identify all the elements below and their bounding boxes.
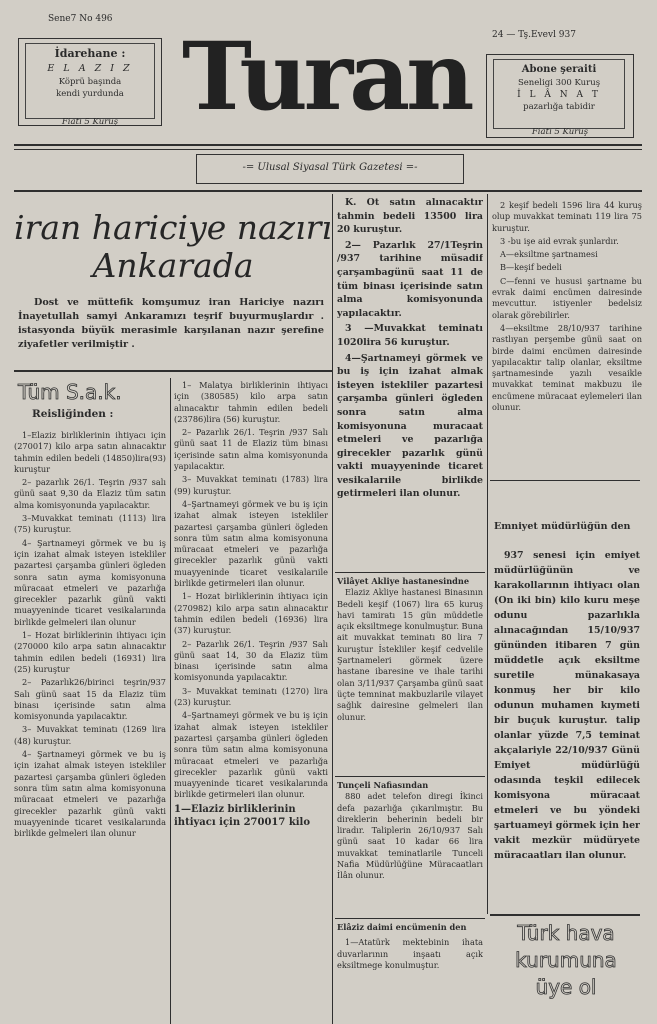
subscription-price: Seneligi 300 Kuruş (517, 78, 601, 88)
tunceli-body: 880 adet telefon diregi İkinci defa pazarlığa çıkarılmıştır. Bu direklerin beherinin bedeli bir liradır. Taliplerin 26/10/937 Salı günü saat 10 kadar 66 lira muvakkat teminatlarile Tunceli Nafia Müdürlüğüne Müracaatları İlân olunur. (337, 791, 483, 881)
column-4-top (492, 200, 642, 476)
col2-tail: 1—Elaziz birliklerinin ihtiyacı için 270017 kilo (174, 803, 311, 828)
subscription-label: Abone şeraiti (521, 64, 597, 75)
col2-paragraphs (174, 380, 328, 801)
issue-date: 24 — Tş.Evevl 937 (492, 30, 576, 40)
col2-paragraph: 2– Pazarlık 26/1. Teşrin /937 Salı günü saat 14, 30 da Elaziz tüm binası içerisinde satın alma komisyonunda yapılacaktır. (174, 638, 328, 683)
divider-col2 (170, 378, 171, 1024)
lead-headline-1: iran hariciye nazırı (14, 208, 332, 247)
issue-number: Sene7 No 496 (48, 14, 113, 24)
col4-rule-1 (490, 480, 640, 481)
tunceli-notice (337, 780, 483, 918)
encumen-title: Elâziz daimi encümenin den (337, 922, 467, 932)
administration-city: E L A Z I Z (47, 63, 133, 74)
col4-paragraph: 4—eksiltme 28/10/937 tarihine rastlıyan perşembe günü saat on birde daimi encümen dairesinde yapılacaktır talip olanlar, eksiltme şartnamesinde yazılı vesaikle muvakkat teminat makbuzu ile encümene müracaat eylemeleri ilan olunur. (492, 322, 642, 413)
header-rule-bottom (14, 149, 642, 150)
sak-paragraph: 1– Hozat birliklerinin ihtiyacı için (270000 kilo arpa satın alınacaktır tahmin edilen bedeli (16931) lira (25) kuruştur (14, 630, 166, 674)
sak-paragraph: 3– Muvakkat teminatı (1269 lira (48) kuruştur. (14, 724, 166, 746)
administration-box (18, 38, 162, 126)
police-notice (494, 520, 640, 912)
administration-label: İdarehane : (54, 47, 126, 60)
col4-rule-2 (490, 914, 640, 916)
col3-paragraph: 3 —Muvakkat teminatı 1020lira 56 kuruştur. (337, 323, 483, 348)
col2-paragraph: 1– Hozat birliklerinin ihtiyacı için (270982) kilo arpa satın alınacaktır tahmin edilen bedeli (16936) lira (37) kuruştur. (174, 591, 328, 636)
thk-line-3: üye ol (535, 975, 597, 999)
col3-paragraph: K. Ot satın alınacaktır tahmin bedeli 13500 lira 20 kuruştur. (337, 197, 483, 236)
police-title: Emniyet müdürlüğün den (494, 521, 631, 532)
sak-paragraph: 4– Şartnameyi görmek ve bu iş için izahat almak isteyen istekliler pazartesi çarşamba günleri ögleden sonra tüm satın alma komisyonuna müracaat etmeleri ve pazarlığa girecekler pazarlık günü vakti muayyeninde ticaret vesikalarıında birlikde gelmeleri ilan olunur (14, 749, 166, 839)
lead-headline-2: Ankarada (92, 246, 254, 285)
sak-paragraph: 1–Elaziz birliklerinin ihtiyacı için (270017) kilo arpa satın alınacaktır tahmin edilen bedeli (14850)lira(93) kuruştur (14, 430, 166, 474)
tunceli-title: Tunçeli Nafiasından (337, 780, 429, 790)
col4-paragraph: A—eksiltme şartnamesi (500, 249, 598, 260)
col2-paragraph: 1– Malatya birliklerinin ihtiyacı için (380585) kilo arpa satın alınacaktır tahmin edilen bedeli (23786)lira (56) kuruştur. (174, 380, 328, 424)
sak-paragraphs (14, 430, 166, 839)
thk-line-1: Türk hava (517, 921, 615, 945)
police-body: 937 senesi için emiyet müdürlüğünün ve karakollarının ihtiyacı olan (On iki bin) kilo kuru meşe odunu pazarlıkla alınacağından 15/10/937 gününden itibaren 7 gün müddetle açık eksiltme suretile münakasaya konmuş her bir kilo odunun muhamen kıymeti bir buçuk kuruştur. talip olanlar yüzde 7,5 teminat akçalariyle 22/10/937 Günü Emiyet müdürlüğü odasında teşkil edilecek komisyona müracaat etmeleri ve bu yöndeki şartuameyi görmek için her vakit mezkür müdüryete müracaatları ilan olunur. (494, 550, 640, 861)
header-rule-top (14, 144, 642, 146)
lead-article-body: Dost ve müttefik komşumuz iran Hariciye nazırı İnayetullah samyi Ankaramızı teşrif buyurmuşlardır . istasyonda büyük merasimle karşılanan nazır şerefine ziyafetler verilmiştir . (18, 297, 324, 350)
col3-rule-1 (335, 572, 485, 573)
lead-bottom-rule (14, 370, 332, 372)
administration-address-1: Köprü başında (58, 77, 122, 87)
encumen-notice (337, 922, 483, 1022)
hospital-body: Elaziz Akliye hastanesi Binasının Bedeli keşif (1067) lira 65 kuruş havi tamiratı 15 gün müddetle açık eksiltmege konulmuştur. Buna ait muvakkat teminatı 80 lira 7 kuruştur İstekliler keşif cedvelile Şartnameleri görmek üzere hastane ibaresine ve ihale tarihi olan 3/11/937 Çarşamba günü saat üçte temninat makbuzlarile vilayet sağlık dairesine gelmeleri ilan olunur. (337, 587, 483, 722)
hospital-title: Vilâyet Akliye hastanesindne (337, 576, 470, 586)
encumen-body: 1—Atatürk mektebinin ihata duvarlarının inşaatı açık eksiltmege konulmuştur. (337, 937, 483, 970)
col4-paragraphs (492, 200, 642, 413)
col3-paragraph: 4—Şartnameyi görmek ve bu iş için izahat almak isteyen istekliler pazartesi çarşamba günleri ögleden sonra satın alma komisyonuna muracaat etmeleri ve pazarlığa girecekler pazarlık günü vakti muayyeninde ticaret vesikalarıile birlikde getirmeleri ilan olunur. (337, 352, 483, 500)
price-right: Fiatı 5 Kuruş (531, 127, 589, 137)
sak-column (14, 380, 166, 1024)
col3-rule-2 (335, 776, 485, 777)
hospital-notice (337, 576, 483, 774)
col2-paragraph: 4–Şartnameyi görmek ve bu iş için izahat almak isteyen istekliler pazartesi çarşamba günleri ögleden sonra tüm satın alma komisyonuna müracaat etmeleri ve pazarlığa girecekler pazarlık günü vakti muayyeninde ticaret vesikalarıında birlikde getirmeleri ilan olunur. (174, 710, 328, 800)
col2-paragraph: 4–Şartnameyi görmek ve bu iş için izahat almak isteyen istekliler pazartesi çarşamba günleri ögleden sonra tüm satın alma komisyonuna müracaat etmeleri ve pazarlığa girecekler pazarlık günü vakti muayyeninde ticaret vesikalarıile birlikde getirmeleri ilan olunur. (174, 498, 328, 589)
administration-inner (25, 43, 155, 119)
col3-paragraphs (337, 196, 483, 501)
subscription-inner (493, 59, 625, 129)
col3-paragraph: 2— Pazarlık 27/1Teşrin /937 tarihine müsadif çarşambagünü saat 11 de tüm binası içerisinde satın alma komisyonunda yapılacaktır. (337, 239, 483, 319)
sak-paragraph: 2– Pazarlık26/birinci teşrin/937 Salı günü saat 15 da Elaziz tüm binası içerisinde satın alma komisyonunda yapılacaktır. (14, 677, 166, 722)
column-2 (174, 380, 328, 1024)
administration-address-2: kendi yurdunda (56, 89, 124, 99)
subscription-box (486, 54, 634, 138)
thk-line-2: kurumuna (515, 948, 617, 972)
col3-rule-3 (335, 918, 485, 919)
sak-paragraph: 3–Muvakkat teminatı (1113) lira (75) kuruştur. (14, 513, 166, 535)
sak-paragraph: 4– Şartnameyi görmek ve bu iş için izahat almak isteyen istekliler pazartesi çarşamba günleri ögleden sonra satın ayma komisyonuna müracaat etmeleri ve pazarlığa girecekler pazarlık günü vakti muayyeninde ticaret vesikalarıında birlikde gelmeleri ilan olunur (14, 537, 166, 627)
col4-paragraph: 3 -bu işe aid evrak şunlardır. (500, 235, 619, 246)
price-left: Fiatı 5 Kuruş (61, 117, 119, 127)
col2-paragraph: 2– Pazarlık 26/1. Teşrin /937 Salı günü saat 11 de Elaziz tüm binası içerisinde satın alma komisyonunda yapılacaktır. (174, 427, 328, 472)
sak-paragraph: 2– pazarlık 26/1. Teşrin /937 salı günü saat 9,30 da Elaziz tüm satın alma komisyonunda yapılacaktır. (14, 477, 166, 510)
sak-title: Tüm S.a.k. (18, 380, 122, 404)
columns-top-rule (14, 190, 642, 192)
divider-col4 (487, 194, 488, 914)
col2-paragraph: 3– Muvakkat teminatı (1783) lira (99) kuruştur. (174, 474, 328, 496)
announcements-label: İ L Â N A T (517, 90, 601, 100)
col4-paragraph: C—fenni ve hususi şartname bu evrak daimi encümen dairesinde mevcuttur. istiyenler bedelsiz olarak görebilirler. (492, 275, 642, 320)
announcements-note: pazarlığa tabidir (523, 102, 595, 112)
col2-paragraph: 3– Muvakkat teminatı (1270) lira (23) kuruştur. (174, 685, 328, 708)
divider-col3 (332, 194, 333, 1024)
col4-paragraph: B—keşif bedeli (500, 262, 562, 273)
masthead-title: Turan (182, 22, 471, 132)
col4-paragraph: 2 keşif bedeli 1596 lira 44 kuruş olup muvakkat teminatı 119 lira 75 kuruştur. (492, 200, 642, 233)
thk-ad (490, 920, 642, 1001)
newspaper-subtitle: -= Ulusal Siyasal Türk Gazetesi =- (242, 162, 418, 173)
column-3-top (337, 196, 483, 572)
sak-subtitle: Reisliğinden : (32, 408, 114, 420)
